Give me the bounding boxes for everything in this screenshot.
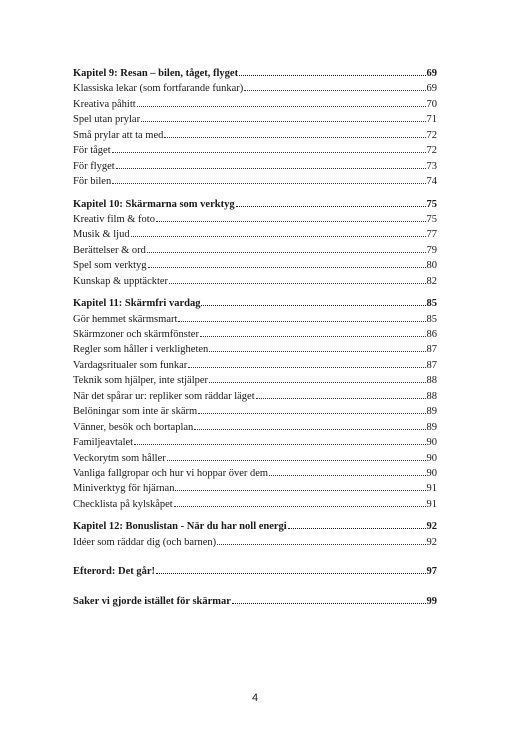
dot-leader xyxy=(194,429,425,430)
toc-chapter-11[interactable] xyxy=(73,296,437,311)
page-ref: 90 xyxy=(426,467,437,479)
toc-item[interactable] xyxy=(73,159,437,174)
item-title: Skärmzoner och skärmfönster xyxy=(73,329,199,340)
toc-item[interactable] xyxy=(73,420,437,435)
dot-leader xyxy=(209,351,425,352)
item-title: Musik & ljud xyxy=(73,229,130,241)
page-ref: 69 xyxy=(426,83,437,95)
item-title: Gör hemmet skärmsmart xyxy=(73,313,178,325)
item-title: Checklista på kylskåpet xyxy=(73,498,173,510)
dot-leader xyxy=(256,398,426,399)
dot-leader xyxy=(137,106,426,107)
dot-leader xyxy=(239,75,425,76)
dot-leader xyxy=(175,490,425,491)
item-title: Spel utan prylar xyxy=(73,114,141,126)
page-ref: 71 xyxy=(426,114,437,126)
dot-leader xyxy=(244,90,425,91)
dot-leader xyxy=(198,413,425,414)
toc-item[interactable] xyxy=(73,258,437,273)
page-ref: 85 xyxy=(426,298,437,310)
chapter-title: Efterord: Det går! xyxy=(73,566,156,578)
item-title: Miniverktyg för hjärnan xyxy=(73,483,175,495)
toc-item[interactable] xyxy=(73,481,437,496)
toc-item[interactable] xyxy=(73,174,437,189)
spacer xyxy=(73,550,437,564)
toc-chapter-9[interactable] xyxy=(73,66,437,81)
page-ref: 69 xyxy=(426,68,437,79)
page-ref: 87 xyxy=(426,359,437,371)
item-title: Familjeavtalet xyxy=(73,437,134,449)
dot-leader xyxy=(116,168,426,169)
toc-item[interactable] xyxy=(73,312,437,327)
dot-leader xyxy=(232,603,426,604)
dot-leader xyxy=(269,475,425,476)
spacer xyxy=(73,289,437,296)
item-title: Belöningar som inte är skärm xyxy=(73,406,198,418)
toc-afterword[interactable] xyxy=(73,564,437,579)
dot-leader xyxy=(201,305,425,306)
toc-item[interactable] xyxy=(73,404,437,419)
toc-item[interactable] xyxy=(73,373,437,388)
page-ref: 79 xyxy=(426,244,437,256)
dot-leader xyxy=(178,321,425,322)
page-ref: 88 xyxy=(426,375,437,387)
toc-item[interactable] xyxy=(73,274,437,289)
dot-leader xyxy=(169,283,425,284)
dot-leader xyxy=(131,236,426,237)
page-ref: 74 xyxy=(426,176,437,188)
dot-leader xyxy=(167,460,426,461)
toc-chapter-10[interactable] xyxy=(73,197,437,212)
page-ref: 91 xyxy=(426,483,437,495)
toc-chapter-12[interactable] xyxy=(73,519,437,534)
table-of-contents xyxy=(73,66,437,609)
item-title: Idéer som räddar dig (och barnen) xyxy=(73,536,217,548)
dot-leader xyxy=(288,528,426,529)
page-ref: 86 xyxy=(426,329,437,340)
page-ref: 92 xyxy=(426,536,437,548)
dot-leader xyxy=(174,506,426,507)
item-title: Klassiska lekar (som fortfarande funkar) xyxy=(73,83,244,95)
page-ref: 87 xyxy=(426,344,437,356)
item-title: Vänner, besök och bortaplan xyxy=(73,421,194,433)
dot-leader xyxy=(236,206,426,207)
toc-item[interactable] xyxy=(73,466,437,481)
toc-item[interactable] xyxy=(73,243,437,258)
toc-item[interactable] xyxy=(73,358,437,373)
item-title: För tåget xyxy=(73,145,111,157)
item-title: Berättelser & ord xyxy=(73,244,146,256)
item-title: Teknik som hjälper, inte stjälper xyxy=(73,375,209,387)
item-title: För flyget xyxy=(73,160,115,172)
toc-item[interactable] xyxy=(73,112,437,127)
chapter-title: Kapitel 9: Resan – bilen, tåget, flyget xyxy=(73,68,239,79)
page-ref: 90 xyxy=(426,437,437,449)
toc-item[interactable] xyxy=(73,435,437,450)
page-ref: 72 xyxy=(426,145,437,157)
dot-leader xyxy=(141,121,425,122)
item-title: Vanliga fallgropar och hur vi hoppar över dem xyxy=(73,467,269,479)
page-ref: 75 xyxy=(426,198,437,210)
item-title: Kunskap & upptäckter xyxy=(73,275,169,287)
page-ref: 75 xyxy=(426,213,437,225)
page-ref: 77 xyxy=(426,229,437,241)
page-ref: 72 xyxy=(426,129,437,141)
toc-instead-of-screens[interactable] xyxy=(73,594,437,609)
item-title: Veckorytm som håller xyxy=(73,452,166,464)
page-ref: 90 xyxy=(426,452,437,464)
item-title: Spel som verktyg xyxy=(73,260,147,272)
page-ref: 89 xyxy=(426,421,437,433)
spacer xyxy=(73,512,437,519)
item-title: Små prylar att ta med xyxy=(73,129,164,141)
dot-leader xyxy=(156,221,426,222)
toc-item[interactable] xyxy=(73,143,437,158)
chapter-title: Saker vi gjorde istället för skärmar xyxy=(73,595,231,607)
dot-leader xyxy=(112,183,425,184)
toc-item[interactable] xyxy=(73,535,437,550)
item-title: Kreativ film & foto xyxy=(73,213,155,225)
toc-item[interactable] xyxy=(73,451,437,466)
toc-item[interactable] xyxy=(73,212,437,227)
page-ref: 73 xyxy=(426,160,437,172)
chapter-title: Kapitel 10: Skärmarna som verktyg xyxy=(73,198,235,210)
toc-item[interactable] xyxy=(73,227,437,242)
toc-item[interactable] xyxy=(73,497,437,512)
page-ref: 97 xyxy=(426,566,437,578)
item-title: Kreativa påhitt xyxy=(73,98,136,110)
page-ref: 88 xyxy=(426,390,437,402)
toc-item[interactable] xyxy=(73,327,437,342)
toc-item[interactable] xyxy=(73,342,437,357)
dot-leader xyxy=(156,573,425,574)
page-ref: 92 xyxy=(426,521,437,533)
dot-leader xyxy=(188,367,425,368)
item-title: Regler som håller i verkligheten xyxy=(73,344,209,356)
dot-leader xyxy=(147,252,426,253)
spacer xyxy=(73,190,437,197)
spacer xyxy=(73,580,437,594)
toc-item[interactable] xyxy=(73,81,437,96)
page-ref: 85 xyxy=(426,313,437,325)
toc-item[interactable] xyxy=(73,128,437,143)
page-ref: 82 xyxy=(426,275,437,287)
page-ref: 89 xyxy=(426,406,437,418)
page-ref: 91 xyxy=(426,498,437,510)
dot-leader xyxy=(134,444,425,445)
chapter-title: Kapitel 12: Bonuslistan - När du har noll energi xyxy=(73,521,287,533)
dot-leader xyxy=(209,382,425,383)
dot-leader xyxy=(112,152,426,153)
dot-leader xyxy=(200,336,426,337)
item-title: För bilen xyxy=(73,176,112,188)
page-number: 4 xyxy=(251,692,259,704)
toc-item[interactable] xyxy=(73,389,437,404)
item-title: När det spårar ur: repliker som räddar läget xyxy=(73,390,255,402)
dot-leader xyxy=(148,267,426,268)
dot-leader xyxy=(217,544,425,545)
page-ref: 70 xyxy=(426,98,437,110)
item-title: Vardagsritualer som funkar xyxy=(73,359,188,371)
page-ref: 99 xyxy=(426,595,437,607)
chapter-title: Kapitel 11: Skärmfri vardag xyxy=(73,298,201,310)
dot-leader xyxy=(164,137,425,138)
page-ref: 80 xyxy=(426,260,437,272)
toc-item[interactable] xyxy=(73,97,437,112)
